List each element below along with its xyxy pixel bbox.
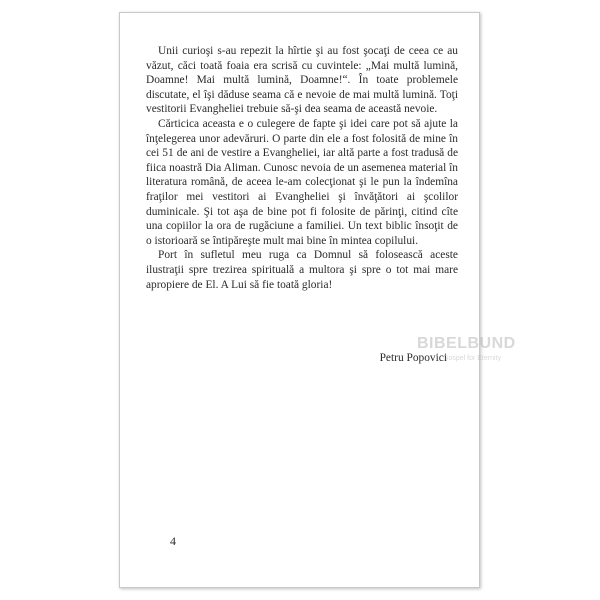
paragraph-2: Cărticica aceasta e o culegere de fapte şi idei care pot să ajute la înţelegerea unor adevăruri. O parte din ele a fost folosită de mine în cei 51 de ani de vestire a Evangheliei, iar altă parte a fost tradusă de fiica noastră Dia Aliman. Cunosc nevoia de un asemenea material în literatura română, de aceea le-am colecţionat şi le pun la îndemîna fraţilor mei vestitori ai Evangheliei şi învăţători ai şcolilor duminicale. Şi tot aşa de bine pot fi folosite de părinţi, citind cîte una copiilor la ora de rugăciune a familiei. Un text biblic însoţit de o istorioară se întipăreşte mult mai bine în mintea copilului.: [146, 117, 458, 247]
author-signature: Petru Popovici: [379, 352, 447, 364]
paragraph-1: Unii curioşi s-au repezit la hîrtie şi au fost şocaţi de ceea ce au văzut, căci toată foaia era scrisă cu cuvintele: „Mai multă lumină, Doamne! Mai multă lumină, Doamne!“. În toate problemele discutate, el îşi dăduse seama că e nevoie de mai multă lumină. Toţi vestitorii Evangheliei trebuie să-şi dea seama de această nevoie.: [146, 45, 458, 116]
body-text: [146, 44, 458, 292]
watermark-main-text: BIBELBUND: [417, 335, 516, 352]
watermark-sub-text: Gospel for Eternity: [443, 355, 501, 362]
book-page: [119, 12, 516, 588]
page-number: 4: [170, 534, 176, 548]
paragraph-3: Port în sufletul meu ruga ca Domnul să folosească aceste ilustraţii spre trezirea spirituală a multora şi spre o tot mai mare apropiere de El. A Lui să fie toată gloria!: [146, 249, 458, 291]
